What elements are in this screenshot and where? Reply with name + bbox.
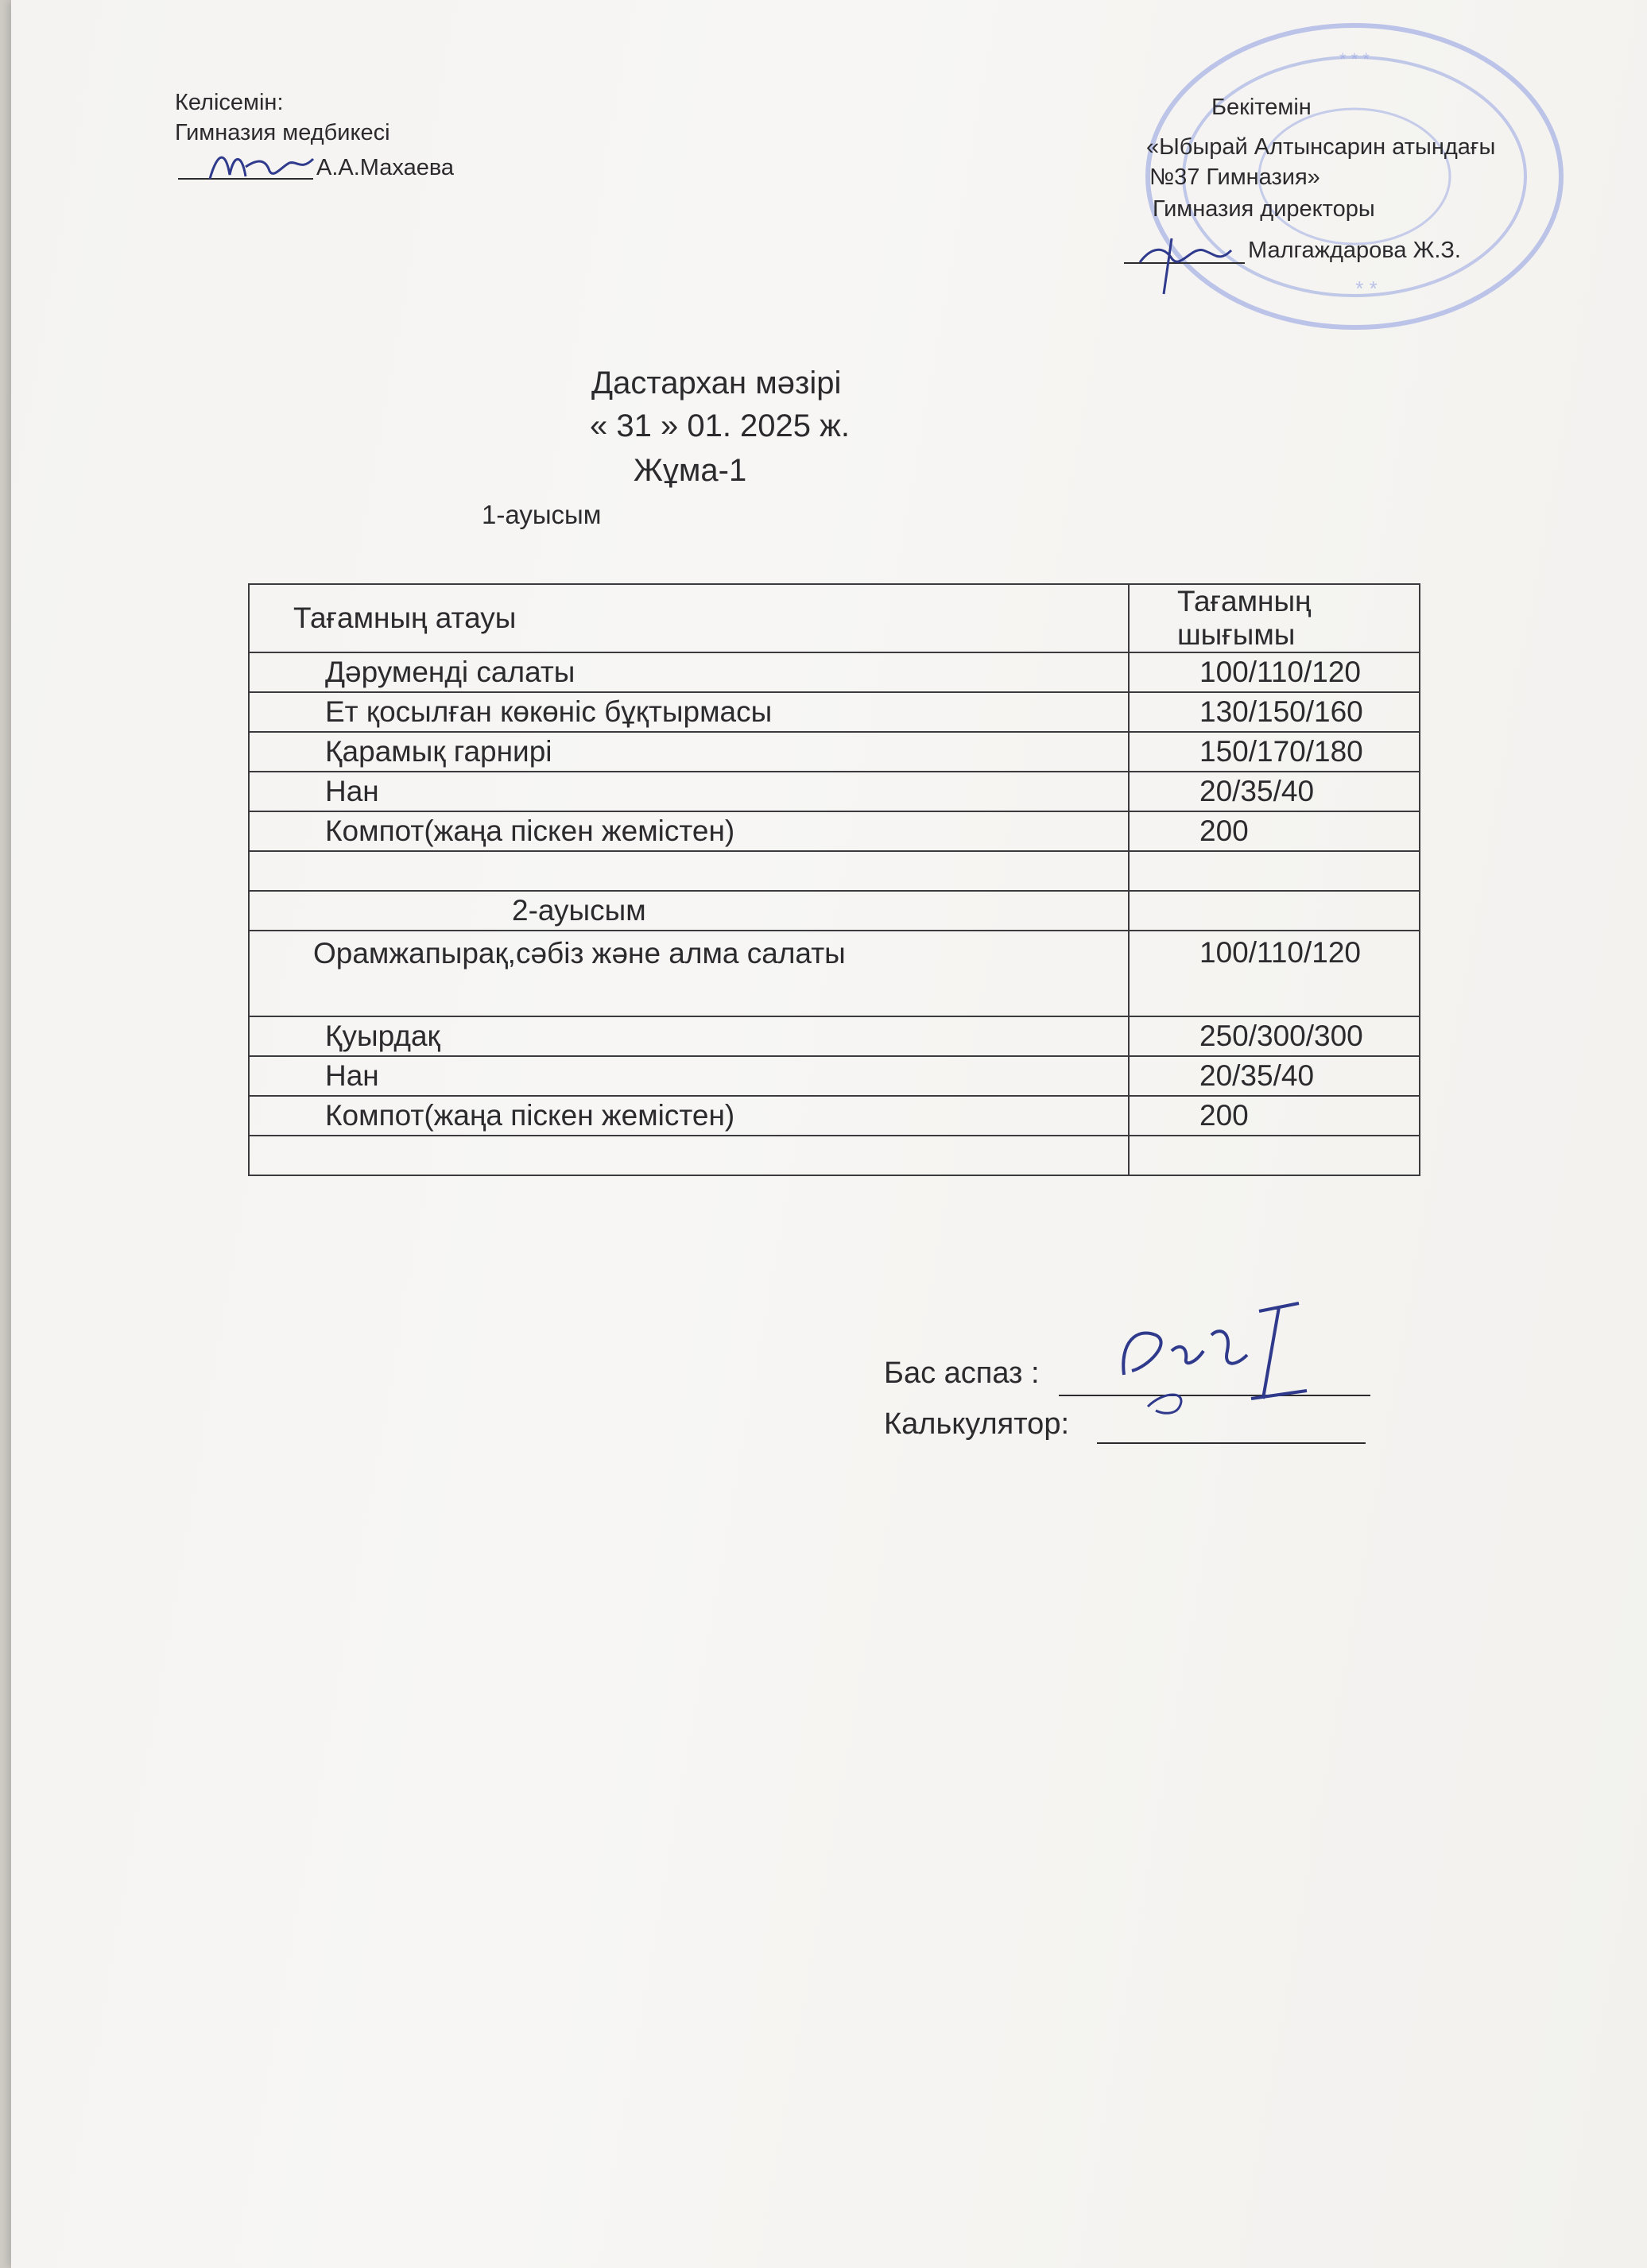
approval-label: Келісемін: [175, 90, 284, 115]
table-row [249, 1056, 1420, 1096]
svg-text:* * *: * * * [1339, 49, 1370, 69]
school-number: №37 Гимназия» [1149, 164, 1320, 190]
menu-table [248, 583, 1420, 1176]
director-name: Малгаждарова Ж.З. [1248, 238, 1461, 263]
dish-name: Орамжапырақ,сәбіз және алма салаты [249, 931, 1129, 1016]
table-row [249, 1016, 1420, 1056]
approve-label: Бекітемін [1211, 95, 1312, 120]
dish-name [249, 1136, 1129, 1175]
document-page [11, 0, 1647, 2268]
chef-signature-icon [1100, 1287, 1362, 1422]
table-row [249, 732, 1420, 772]
table-row [249, 692, 1420, 732]
dish-portion [1129, 1136, 1420, 1175]
table-row-empty [249, 851, 1420, 891]
dish-name: Дәруменді салаты [249, 652, 1129, 692]
chef-label: Бас аспаз : [884, 1357, 1040, 1390]
column-header-portion: Тағамның шығымы [1129, 584, 1420, 652]
dish-portion: 200 [1129, 1096, 1420, 1136]
table-row-empty [249, 1136, 1420, 1175]
dish-name: Компот(жаңа піскен жемістен) [249, 811, 1129, 851]
dish-portion: 130/150/160 [1129, 692, 1420, 732]
dish-name [249, 851, 1129, 891]
shift-2-row [249, 891, 1420, 931]
dish-name: Қарамық гарнирі [249, 732, 1129, 772]
dish-portion: 100/110/120 [1129, 652, 1420, 692]
table-row [249, 772, 1420, 811]
dish-portion: 20/35/40 [1129, 1056, 1420, 1096]
table-row [249, 1096, 1420, 1136]
dish-portion: 150/170/180 [1129, 732, 1420, 772]
shift-2-label: 2-ауысым [249, 891, 1129, 931]
dish-name: Қуырдақ [249, 1016, 1129, 1056]
calculator-label: Калькулятор: [884, 1407, 1070, 1441]
table-row [249, 811, 1420, 851]
dish-name: Ет қосылған көкөніс бұқтырмасы [249, 692, 1129, 732]
shift-1-label: 1-ауысым [482, 500, 602, 529]
table-row [249, 931, 1420, 1016]
dish-portion: 200 [1129, 811, 1420, 851]
dish-portion [1129, 891, 1420, 931]
menu-day: Жұма-1 [634, 453, 747, 488]
dish-name: Компот(жаңа піскен жемістен) [249, 1096, 1129, 1136]
nurse-signature-icon [202, 143, 321, 191]
dish-portion: 250/300/300 [1129, 1016, 1420, 1056]
table-row [249, 652, 1420, 692]
nurse-name: А.А.Махаева [316, 155, 455, 180]
menu-title: Дастархан мәзірі [591, 366, 842, 401]
menu-date: « 31 » 01. 2025 ж. [590, 408, 851, 443]
dish-portion: 100/110/120 [1129, 931, 1420, 1016]
table-header-row [249, 584, 1420, 652]
dish-portion: 20/35/40 [1129, 772, 1420, 811]
dish-portion [1129, 851, 1420, 891]
director-title: Гимназия директоры [1153, 196, 1375, 222]
school-name: «Ыбырай Алтынсарин атындағы [1146, 134, 1496, 160]
dish-name: Нан [249, 772, 1129, 811]
director-signature-icon [1124, 215, 1259, 302]
dish-name: Нан [249, 1056, 1129, 1096]
calculator-signature-line [1097, 1442, 1366, 1444]
column-header-dish: Тағамның атауы [249, 584, 1129, 652]
svg-text:* *: * * [1355, 277, 1378, 300]
nurse-title: Гимназия медбикесі [175, 120, 390, 145]
